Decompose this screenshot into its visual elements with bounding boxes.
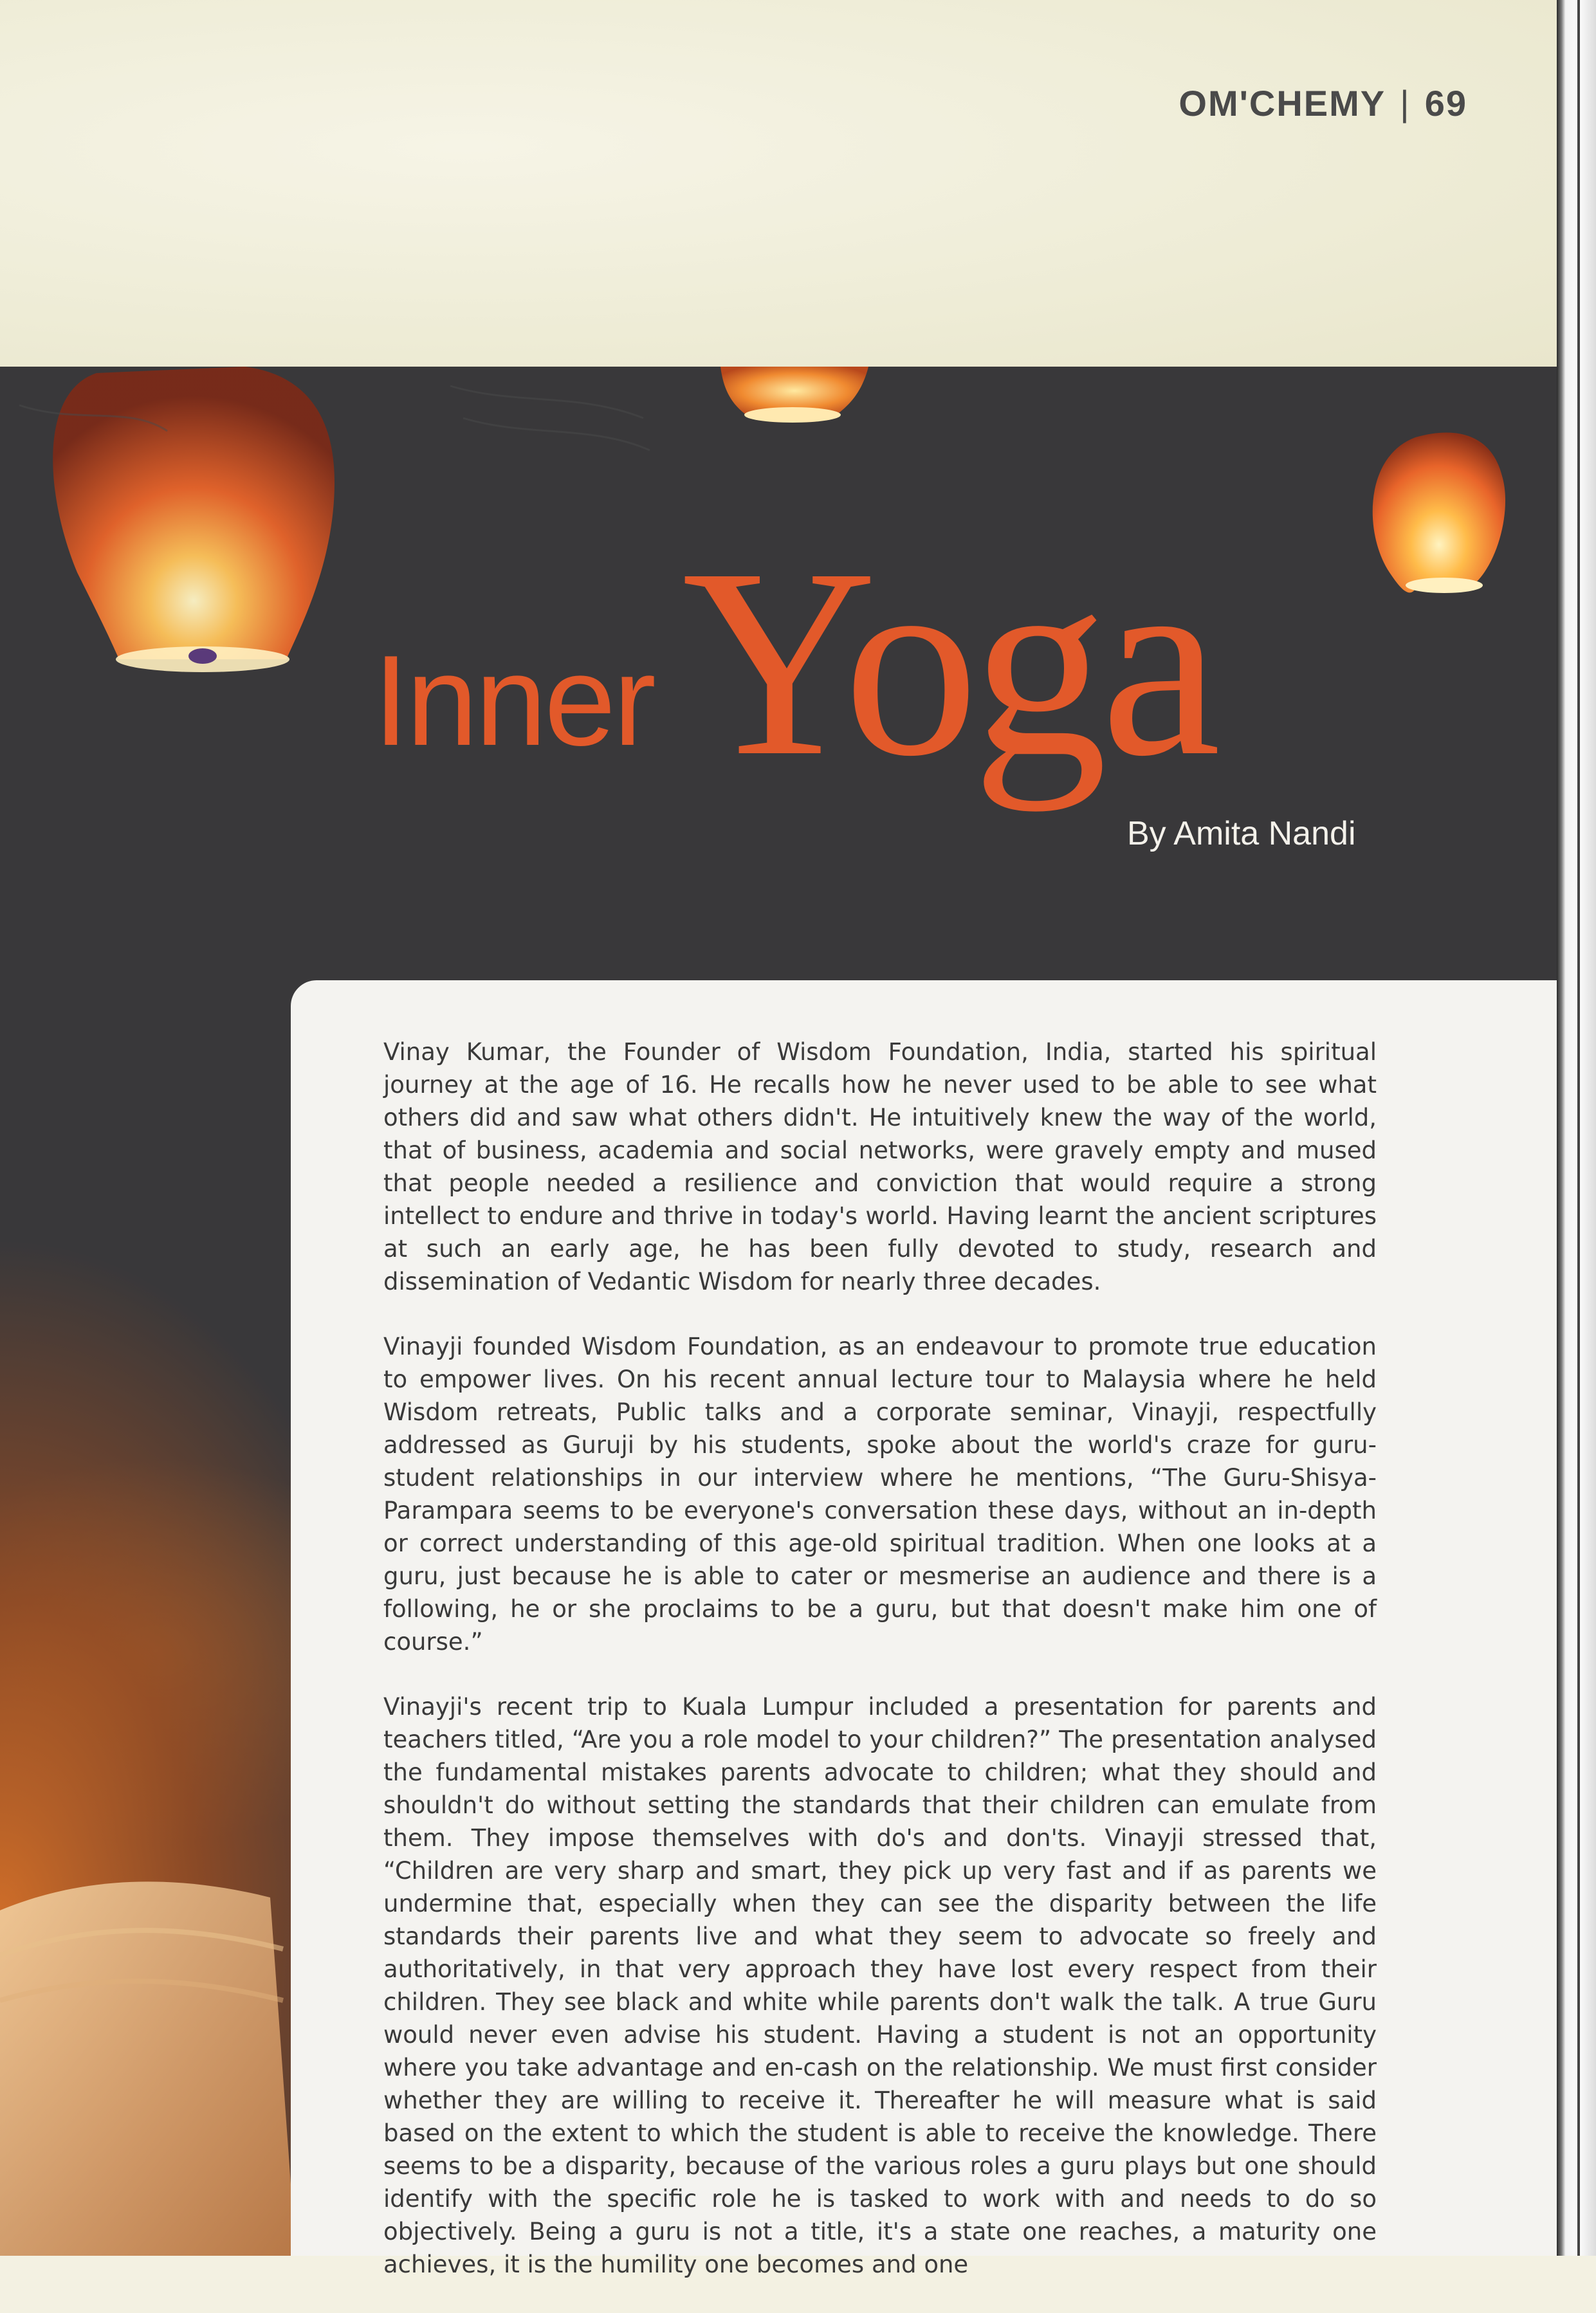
author-byline: By Amita Nandi: [1127, 815, 1356, 852]
title-yoga: Yoga: [682, 513, 1215, 812]
header-band: [0, 0, 1557, 367]
open-book: [0, 1881, 296, 2256]
page-binding-edge: [1557, 0, 1596, 2256]
title-inner: Inner: [373, 629, 654, 773]
running-header: [1179, 82, 1467, 124]
lantern-right: [1373, 433, 1505, 593]
article-body: [383, 1036, 1377, 2313]
paragraph-1: Vinay Kumar, the Founder of Wisdom Foundation, India, started his spiritual journey at the age of 16. He recalls how he never used to be able to see what others did and saw what others didn't. He intuitively knew the way of the world, that of business, academia and social networks, were gravely empty and mused that people needed a resilience and conviction that would require a strong intellect to endure and thrive in today's world. Having learnt the ancient scriptures at such an early age, he has been fully devoted to study, research and dissemination of Vedantic Wisdom for nearly three decades.: [383, 1038, 1377, 1295]
header-separator: |: [1400, 83, 1411, 123]
lantern-top-base: [744, 407, 841, 423]
paragraph-2: Vinayji founded Wisdom Foundation, as an endeavour to promote true education to empower lives. On his recent annual lecture tour to Malaysia where he held Wisdom retreats, Public talks and a corporate seminar, Vinayji, respectfully addressed as Guruji by his students, spoke about the world's craze for guru-student relationships in our interview where he mentions, “The Guru-Shisya-Parampara seems to be everyone's conversation these days, without an in-depth or correct understanding of this age-old spiritual tradition. When one looks at a guru, just because he is able to cater or mesmerise an audience and there is a following, he or she proclaims to be a guru, but that doesn't make him one of course.”: [383, 1333, 1377, 1656]
page-number: 69: [1424, 83, 1467, 123]
lantern-left-flame: [188, 648, 217, 664]
binding-line: [1577, 0, 1580, 2256]
lantern-left: [53, 367, 335, 659]
paragraph-3: Vinayji's recent trip to Kuala Lumpur included a presentation for parents and teachers titled, “Are you a role model to your children?” The presentation analysed the fundamental mistakes parents advocate to children; what they should and shouldn't do without setting the standards that their children can emulate from them. They impose themselves with do's and don'ts. Vinayji stressed that, “Children are very sharp and smart, they pick up very fast and if as parents we undermine that, especially when they can see the disparity between the life standards their parents live and what they seem to advocate so freely and authoritatively, in that very approach they have lost every respect from their children. They see black and white while parents don't walk the talk. A true Guru would never even advise his student. Having a student is not an opportunity where you take advantage and en-cash on the relationship. We must first consider whether they are willing to receive it. Thereafter he will measure what is said based on the extent to which the student is able to receive the knowledge. There seems to be a disparity, because of the various roles a guru plays but one should identify with the specific role he is tasked to work with and needs to do so objectively. Being a guru is not a title, it's a state one reaches, a maturity one achieves, it is the humility one becomes and one: [383, 1693, 1377, 2278]
section-name: OM'CHEMY: [1179, 83, 1386, 123]
lantern-right-base: [1406, 578, 1483, 593]
